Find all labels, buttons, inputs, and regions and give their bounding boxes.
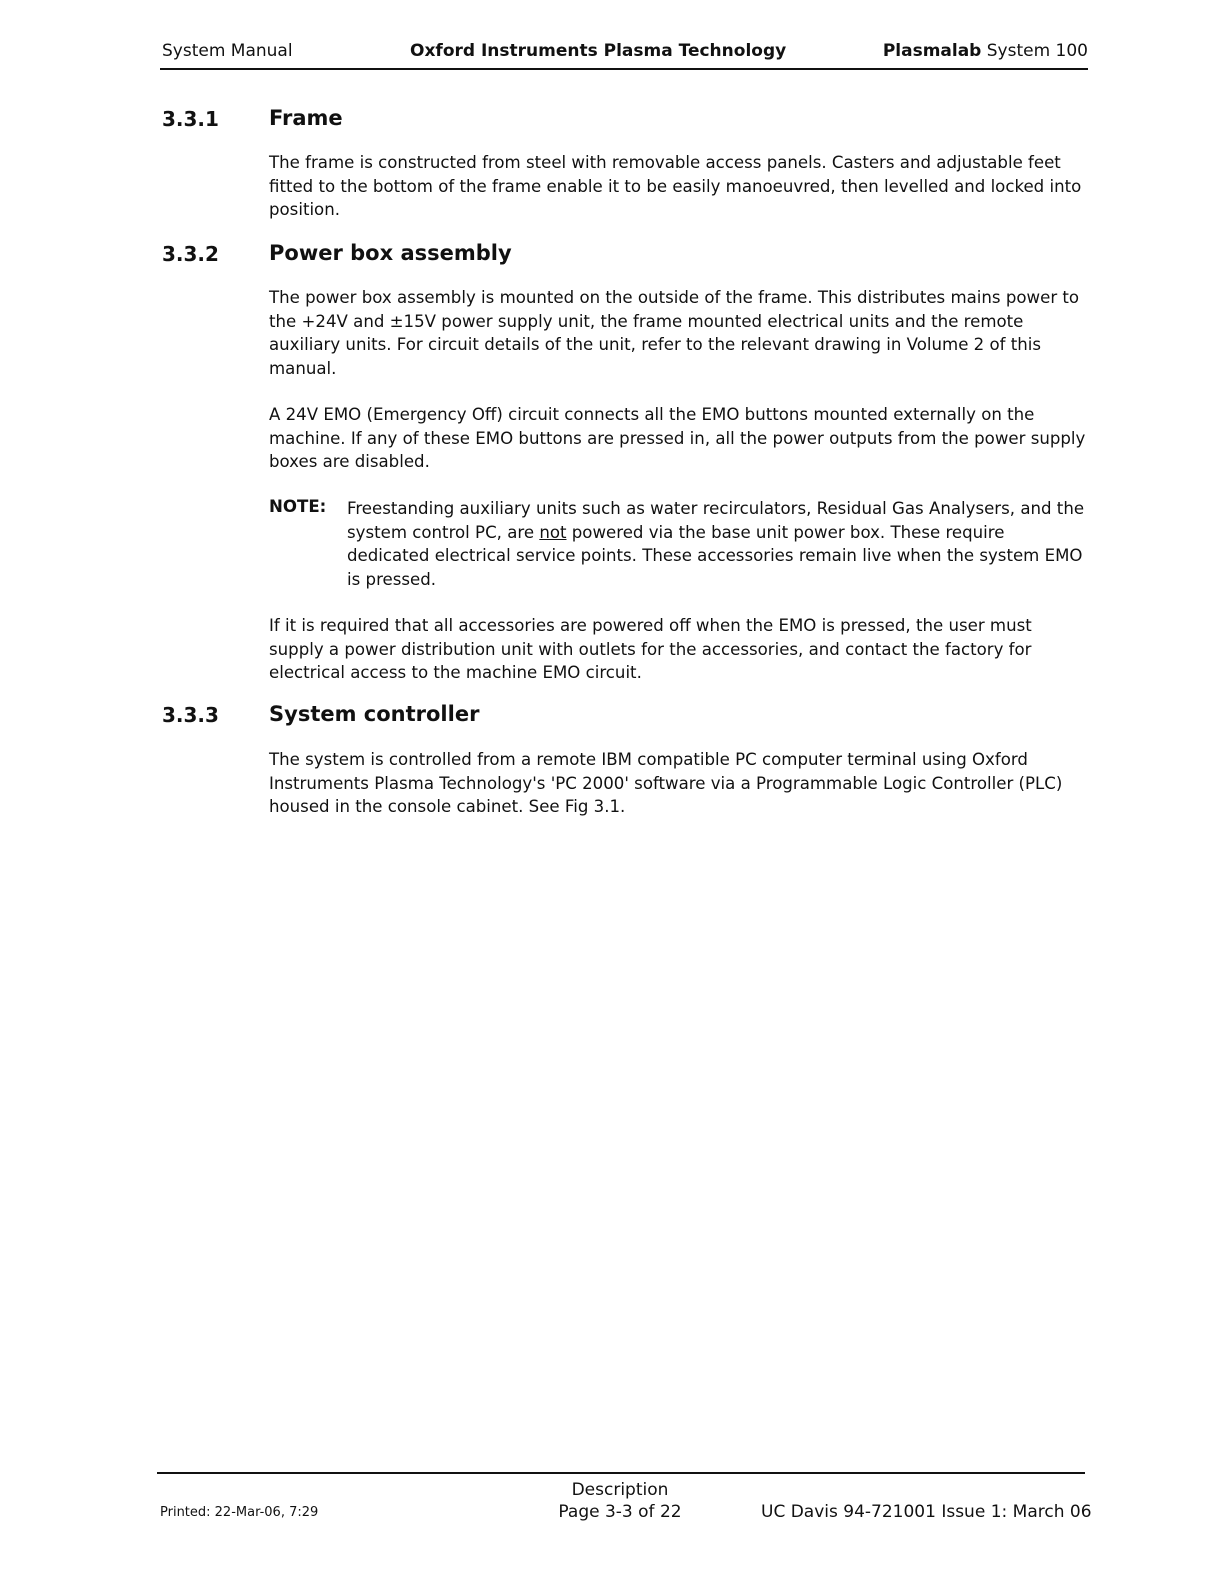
section-title: Frame xyxy=(269,106,343,130)
note-emphasis: not xyxy=(539,522,567,542)
section-number: 3.3.1 xyxy=(162,107,219,131)
section-number: 3.3.2 xyxy=(162,242,219,266)
header-product-brand: Plasmalab xyxy=(882,41,982,61)
footer-divider xyxy=(157,1472,1085,1474)
footer-page-number: Page 3-3 of 22 xyxy=(558,1502,682,1522)
footer-section-name: Description xyxy=(571,1480,669,1500)
section-title: Power box assembly xyxy=(269,241,512,265)
footer-document-reference: UC Davis 94-721001 Issue 1: March 06 xyxy=(761,1502,1092,1522)
paragraph: The frame is constructed from steel with removable access panels. Casters and adjustable feet fitted to the bottom of the frame enable it to be easily manoeuvred, then levelled and locked into position. xyxy=(269,153,1082,219)
note-text-part: Freestanding auxiliary units such as water recirculators, Residual Gas Analysers, and the system control PC, are xyxy=(347,499,1085,542)
note-label: NOTE: xyxy=(269,497,327,516)
note-text-part: powered via the base unit power box. These require dedicated electrical service points. These accessories remain live when the system EMO is pressed. xyxy=(347,522,1083,589)
section-title: System controller xyxy=(269,702,480,726)
footer-printed-date: Printed: 22-Mar-06, 7:29 xyxy=(160,1505,319,1520)
paragraph: If it is required that all accessories are powered off when the EMO is pressed, the user must supply a power distribution unit with outlets for the accessories, and contact the factory for electrical access to the machine EMO circuit. xyxy=(269,616,1032,682)
section-number: 3.3.3 xyxy=(162,703,219,727)
page-header xyxy=(160,40,1088,70)
header-company: Oxford Instruments Plasma Technology xyxy=(410,41,787,61)
header-product-model: System 100 xyxy=(981,41,1088,61)
paragraph: A 24V EMO (Emergency Off) circuit connects all the EMO buttons mounted externally on the machine. If any of these EMO buttons are pressed in, all the power outputs from the power supply boxes are disabled. xyxy=(269,405,1086,471)
note-text xyxy=(347,497,1089,591)
header-manual-title: System Manual xyxy=(162,41,293,61)
header-product xyxy=(883,41,1088,61)
paragraph: The system is controlled from a remote IBM compatible PC computer terminal using Oxford Instruments Plasma Technology's 'PC 2000' software via a Programmable Logic Controller (PLC) housed in the console cabinet. See Fig 3.1. xyxy=(269,750,1063,816)
paragraph: The power box assembly is mounted on the outside of the frame. This distributes mains power to the +24V and ±15V power supply unit, the frame mounted electrical units and the remote auxiliary units. For circuit details of the unit, refer to the relevant drawing in Volume 2 of this manual. xyxy=(269,288,1080,378)
